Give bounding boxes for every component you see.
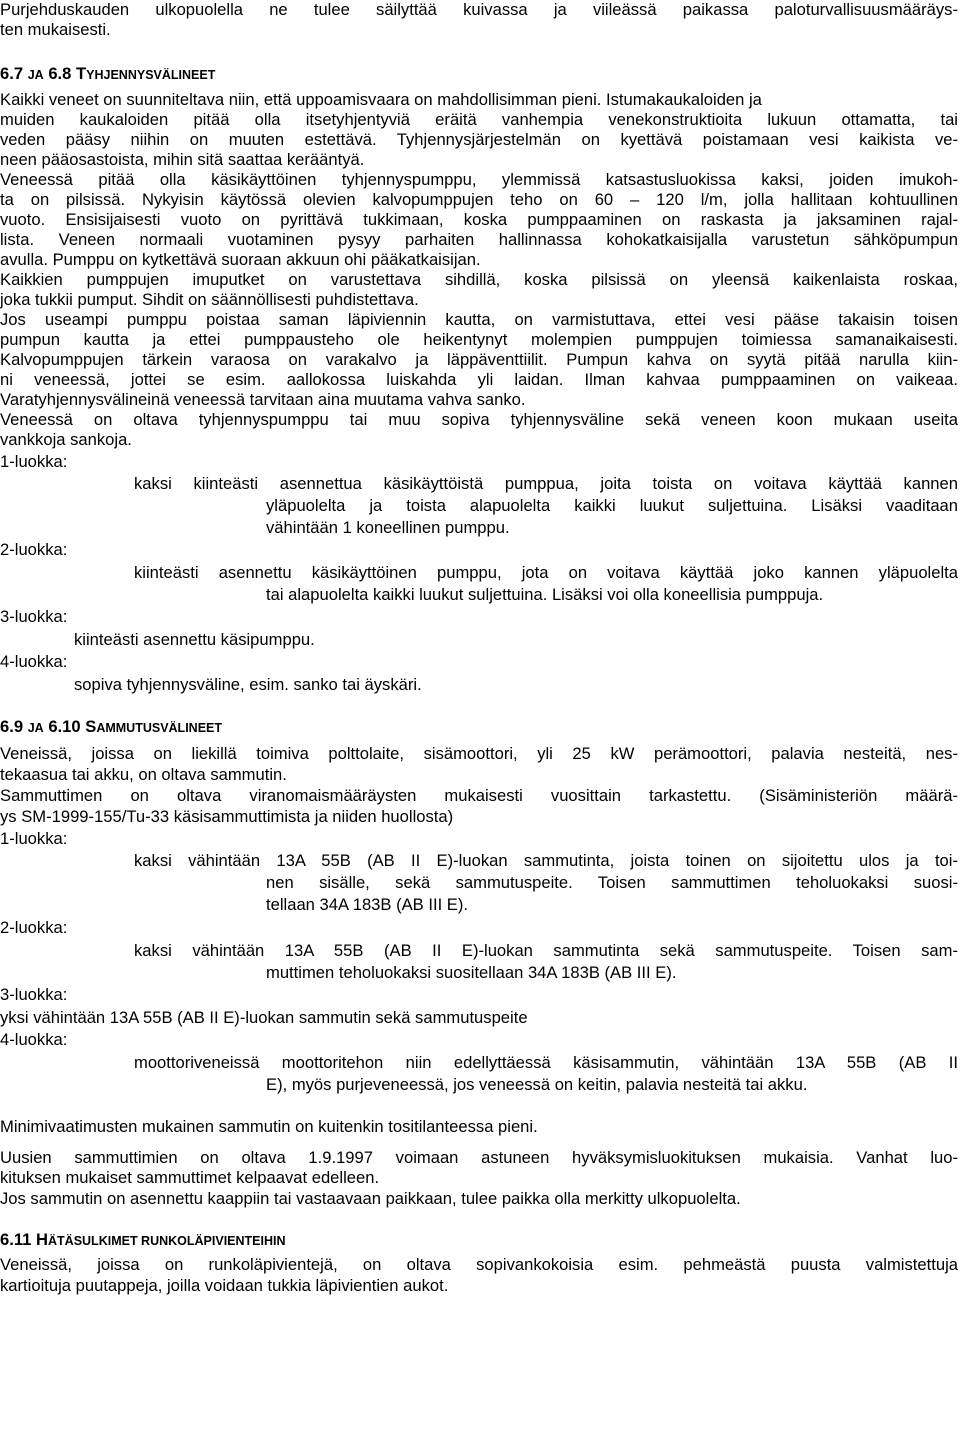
text-line: Kaikkien pumppujen imuputket on varustettava sihdillä, koska pilsissä on yleensä kaikenlaista roskaa, [0, 270, 958, 289]
text-line: ni veneessä, jottei se esim. aallokossa luiskahda yli laidan. Ilman kahvaa pumppaaminen on vaikeaa. [0, 370, 958, 389]
text-line: Veneessä pitää olla käsikäyttöinen tyhjennyspumppu, ylemmissä katsastusluokissa kaksi, joiden imukoh- [0, 170, 958, 189]
text-line: neen pääosastoista, mihin sitä saattaa kerääntyä. [0, 150, 365, 169]
text-line: Veneissä, joissa on liekillä toimiva polttolaite, sisämoottori, yli 25 kW perämoottori, palavia nesteitä, nes- [0, 744, 958, 763]
text-line: Sammuttimen on oltava viranomaismääräysten mukaisesti vuosittain tarkastettu. (Sisäministeriön määrä- [0, 786, 958, 805]
text-line: Varatyhjennysvälineinä veneessä tarvitaan aina muutama vahva sanko. [0, 390, 526, 409]
text-line: muiden kaukaloiden pitää olla itsetyhjentyviä eräitä vanhempia venekonstruktioita lukuun ottamatta, tai [0, 110, 958, 129]
text-line: Veneissä, joissa on runkoläpivientejä, on oltava sopivankokoisia esim. pehmeästä puusta valmistettuja [0, 1255, 958, 1274]
class-label-4: 4-luokka: [0, 1030, 68, 1049]
section-heading-6-7: 6.7 JA 6.8 TYHJENNYSVÄLINEET [0, 64, 216, 83]
class-1-line: tellaan 34A 183B (AB III E). [266, 895, 469, 914]
text-line: pumpun kautta ja ettei pumppausteho ole heikentynyt molempien pumppujen toimiessa samanaikaisesti. [0, 330, 958, 349]
text-line: Uusien sammuttimien on oltava 1.9.1997 voimaan astuneen hyväksymisluokituksen mukaisia. Vanhat luo- [0, 1148, 958, 1167]
section-heading-6-9: 6.9 JA 6.10 SAMMUTUSVÄLINEET [0, 717, 223, 736]
text-line: lista. Veneen normaali vuotaminen pysyy parhaiten hallinnassa kohokatkaisijalla varustetun sähköpumpun [0, 230, 958, 249]
class-3-line: kiinteästi asennettu käsipumppu. [74, 630, 315, 649]
class-label-1: 1-luokka: [0, 452, 68, 471]
text-line: vankkoja sankoja. [0, 430, 132, 449]
class-label-3: 3-luokka: [0, 607, 68, 626]
text-line: kituksen mukaiset sammuttimet kelpaavat edelleen. [0, 1168, 380, 1187]
class-2-line: kaksi vähintään 13A 55B (AB II E)-luokan sammutinta sekä sammutuspeite. Toisen sam- [134, 941, 958, 960]
text-line: ten mukaisesti. [0, 20, 111, 39]
text-line: ys SM-1999-155/Tu-33 käsisammuttimista ja niiden huollosta) [0, 807, 454, 826]
text-line: kartioituja puutappeja, joilla voidaan tukkia läpivientien aukot. [0, 1276, 449, 1295]
class-1-line: nen sisälle, sekä sammutuspeite. Toisen sammuttimen teholuokaksi suosi- [266, 873, 958, 892]
text-line: vuoto. Ensisijaisesti vuoto on pyrittävä tukkimaan, koska pumppaaminen on raskasta ja jaksaminen rajal- [0, 210, 958, 229]
class-4-line: sopiva tyhjennysväline, esim. sanko tai äyskäri. [74, 675, 422, 694]
class-label-1: 1-luokka: [0, 829, 68, 848]
class-label-2: 2-luokka: [0, 918, 68, 937]
section-heading-6-11: 6.11 HÄTÄSULKIMET RUNKOLÄPIVIENTEIHIN [0, 1230, 286, 1249]
class-1-line: kaksi vähintään 13A 55B (AB II E)-luokan sammutinta, joista toinen on sijoitettu ulos ja toi- [134, 851, 958, 870]
class-4-line: moottoriveneissä moottoritehon niin edellyttäessä käsisammutin, vähintään 13A 55B (AB II [134, 1053, 958, 1072]
class-2-line: kiinteästi asennettu käsikäyttöinen pumppu, jota on voitava käyttää joko kannen yläpuolelta [134, 563, 958, 582]
class-1-line: kaksi kiinteästi asennettua käsikäyttöistä pumppua, joita toista on voitava käyttää kannen [134, 474, 958, 493]
class-1-line: vähintään 1 koneellinen pumppu. [266, 518, 510, 537]
class-label-2: 2-luokka: [0, 540, 68, 559]
text-line: Minimivaatimusten mukainen sammutin on kuitenkin tositilanteessa pieni. [0, 1117, 538, 1136]
text-line: veden pääsy niihin on muuten estettävä. Tyhjennysjärjestelmän on kyettävä poistamaan vesi kaikista ve- [0, 130, 958, 149]
class-4-line: E), myös purjeveneessä, jos veneessä on keitin, palavia nesteitä tai akku. [266, 1075, 808, 1094]
class-label-4: 4-luokka: [0, 652, 68, 671]
text-line: Kalvopumppujen tärkein varaosa on varakalvo ja läppäventtiilit. Pumpun kahva on syytä pitää narulla kiin- [0, 350, 958, 369]
class-label-3: 3-luokka: [0, 985, 68, 1004]
text-line: avulla. Pumppu on kytkettävä suoraan akkuun ohi pääkatkaisijan. [0, 250, 481, 269]
class-3-line: yksi vähintään 13A 55B (AB II E)-luokan sammutin sekä sammutuspeite [0, 1008, 528, 1027]
text-line: ta on pilsissä. Nykyisin käytössä olevien kalvopumppujen teho on 60 – 120 l/m, jolla hallitaan kohtuullinen [0, 190, 958, 209]
text-line: Veneessä on oltava tyhjennyspumppu tai muu sopiva tyhjennysväline sekä veneen koon mukaan useita [0, 410, 958, 429]
class-2-line: tai alapuolelta kaikki luukut suljettuina. Lisäksi voi olla koneellisia pumppuja. [266, 585, 824, 604]
text-line: Kaikki veneet on suunniteltava niin, että uppoamisvaara on mahdollisimman pieni. Istumakaukaloiden ja [0, 90, 762, 109]
text-line: Jos useampi pumppu poistaa saman läpiviennin kautta, on varmistuttava, ettei vesi pääse takaisin toisen [0, 310, 958, 329]
class-2-line: muttimen teholuokaksi suositellaan 34A 183B (AB III E). [266, 963, 677, 982]
text-line: tekaasua tai akku, on oltava sammutin. [0, 765, 287, 784]
class-1-line: yläpuolelta ja toista alapuolelta kaikki luukut suljettuina. Lisäksi vaaditaan [266, 496, 958, 515]
text-line: Purjehduskauden ulkopuolella ne tulee säilyttää kuivassa ja viileässä paikassa paloturvallisuusmääräys- [0, 0, 958, 19]
text-line: joka tukkii pumput. Sihdit on säännöllisesti puhdistettava. [0, 290, 419, 309]
text-line: Jos sammutin on asennettu kaappiin tai vastaavaan paikkaan, tulee paikka olla merkitty ulkopuolelta. [0, 1189, 741, 1208]
